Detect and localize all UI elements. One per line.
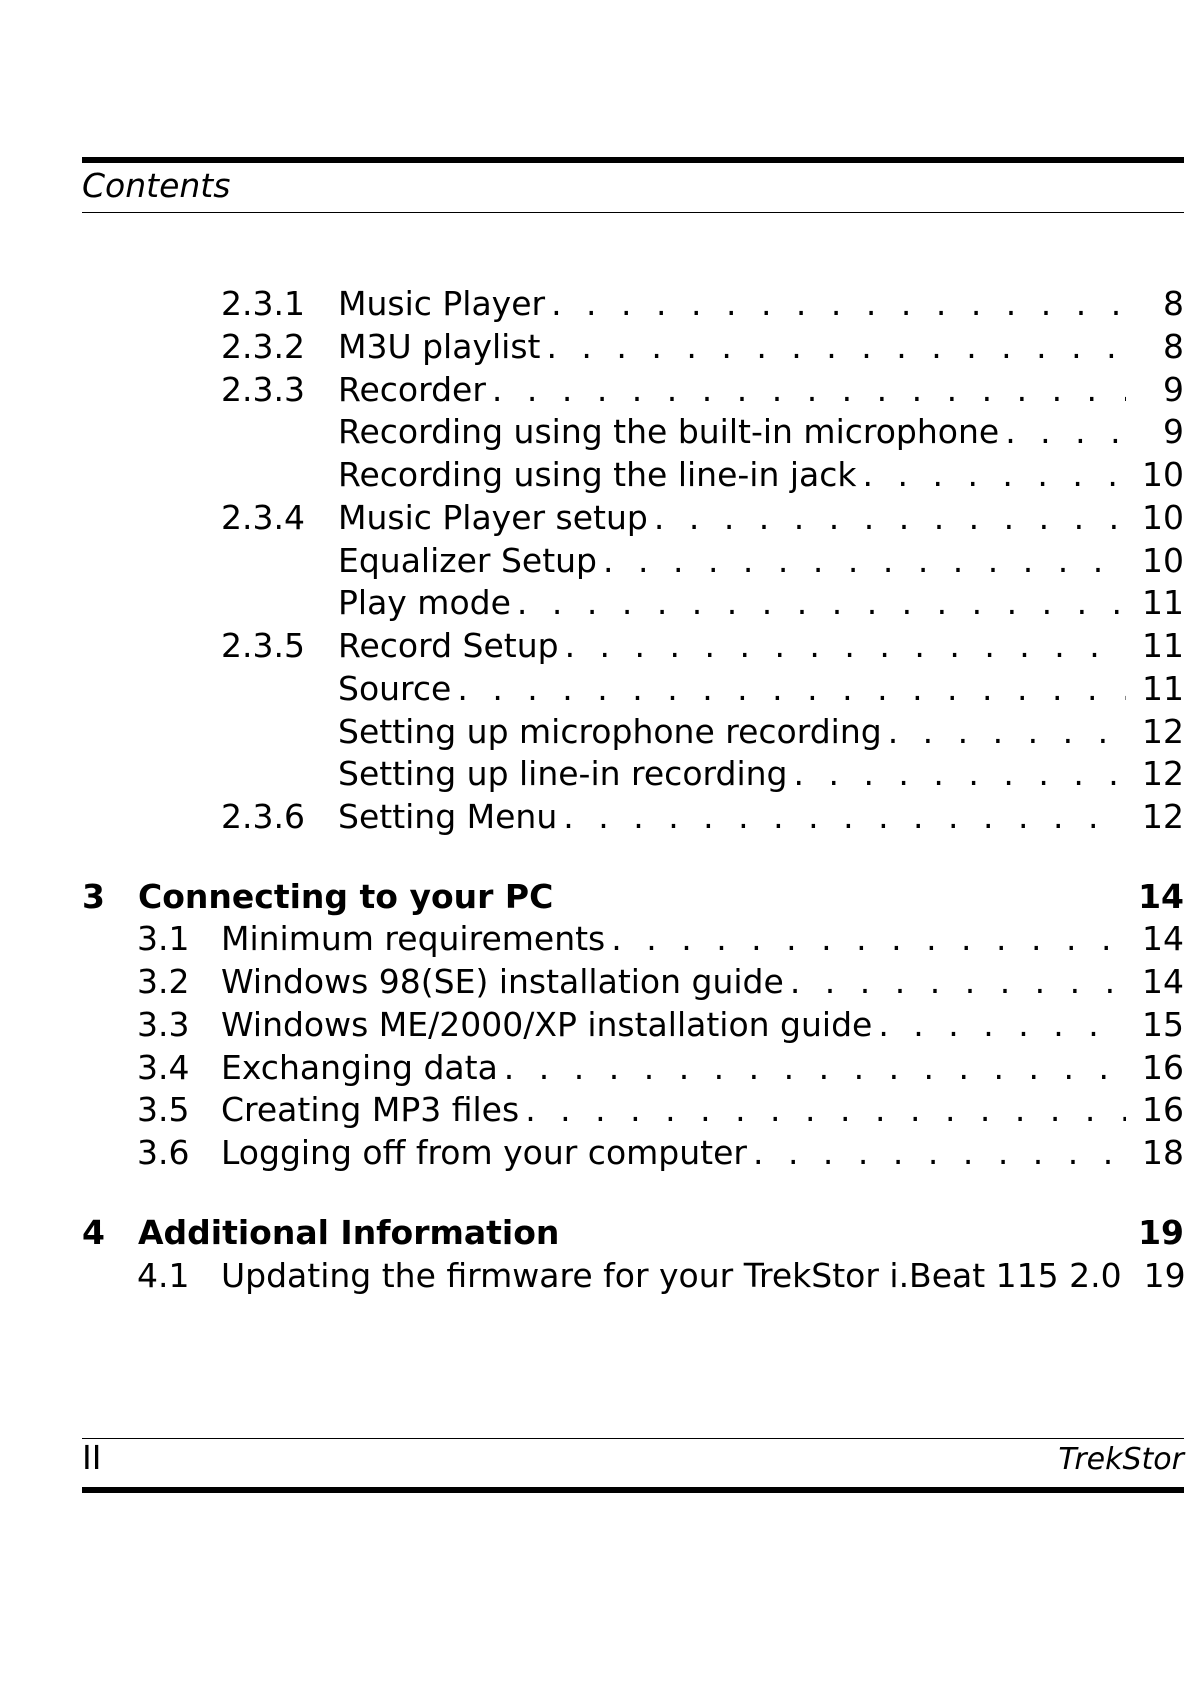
toc-number: 3.3 xyxy=(137,1005,190,1044)
toc-leader xyxy=(1005,412,1126,452)
toc-page: 12 xyxy=(1142,754,1184,793)
toc-number: 2.3.2 xyxy=(221,327,305,366)
toc-chapter-4[interactable] xyxy=(82,1213,1184,1253)
toc-page: 14 xyxy=(1142,919,1184,958)
toc-page: 10 xyxy=(1142,455,1184,494)
toc-entry-2-3-3-b[interactable] xyxy=(338,455,1184,495)
toc-leader xyxy=(504,1048,1126,1088)
footer-rule-thin xyxy=(82,1438,1184,1439)
toc-page: 9 xyxy=(1163,370,1184,409)
toc-title: Recording using the line-in jack xyxy=(338,455,857,494)
toc-leader xyxy=(888,712,1126,752)
toc-entry-3-3[interactable] xyxy=(137,1005,1184,1045)
toc-number: 3.5 xyxy=(137,1090,190,1129)
toc-entry-2-3-5-b[interactable] xyxy=(338,712,1184,752)
toc-title: Exchanging data xyxy=(221,1048,498,1087)
toc-page: 19 xyxy=(1138,1213,1184,1252)
toc-number: 3.2 xyxy=(137,962,190,1001)
toc-entry-2-3-5[interactable] xyxy=(221,626,1184,666)
toc-entry-3-4[interactable] xyxy=(137,1048,1184,1088)
toc-number: 2.3.3 xyxy=(221,370,305,409)
toc-number: 2.3.4 xyxy=(221,498,305,537)
toc-page: 11 xyxy=(1142,626,1184,665)
toc-entry-3-1[interactable] xyxy=(137,919,1184,959)
footer-rule-thick xyxy=(82,1487,1184,1493)
toc-entry-2-3-3[interactable] xyxy=(221,370,1184,410)
toc-page: 10 xyxy=(1142,541,1184,580)
toc-title: Play mode xyxy=(338,583,511,622)
toc-leader xyxy=(525,1090,1126,1130)
toc-leader xyxy=(603,541,1126,581)
toc-page: 8 xyxy=(1163,284,1184,323)
toc-title: Record Setup xyxy=(338,626,559,665)
toc-page: 18 xyxy=(1142,1133,1184,1172)
toc-number: 2.3.1 xyxy=(221,284,305,323)
toc-title: Minimum requirements xyxy=(221,919,606,958)
toc-title: Windows ME/2000/XP installation guide xyxy=(221,1005,873,1044)
footer-brand: TrekStor xyxy=(1058,1442,1184,1477)
toc-leader xyxy=(457,669,1126,709)
toc-entry-2-3-4-b[interactable] xyxy=(338,583,1184,623)
toc-title: Source xyxy=(338,669,452,708)
toc-page: 16 xyxy=(1142,1048,1184,1087)
toc-leader xyxy=(517,583,1126,623)
toc-number: 2.3.5 xyxy=(221,626,305,665)
toc-entry-3-6[interactable] xyxy=(137,1133,1184,1173)
toc-number: 4.1 xyxy=(137,1256,190,1295)
toc-leader xyxy=(790,962,1126,1002)
toc-entry-3-2[interactable] xyxy=(137,962,1184,1002)
toc-entry-2-3-2[interactable] xyxy=(221,327,1184,367)
toc-leader xyxy=(565,626,1126,666)
toc-page: 15 xyxy=(1142,1005,1184,1044)
toc-title: Setting Menu xyxy=(338,797,558,836)
toc-title: Music Player setup xyxy=(338,498,648,537)
toc-title: M3U playlist xyxy=(338,327,541,366)
toc-title: Music Player xyxy=(338,284,546,323)
toc-entry-2-3-1[interactable] xyxy=(221,284,1184,324)
toc-page: 16 xyxy=(1142,1090,1184,1129)
toc-page: 8 xyxy=(1163,327,1184,366)
toc-entry-2-3-6[interactable] xyxy=(221,797,1184,837)
toc-leader xyxy=(546,327,1126,367)
toc-title: Logging off from your computer xyxy=(221,1133,747,1172)
toc-entry-2-3-5-a[interactable] xyxy=(338,669,1184,709)
toc-leader xyxy=(611,919,1126,959)
toc-number: 3 xyxy=(82,877,105,916)
toc-page: 19 xyxy=(1143,1256,1186,1295)
toc-title: Updating the firmware for your TrekStor i.Beat 115 2.0 xyxy=(221,1256,1122,1295)
toc-page: 11 xyxy=(1142,669,1184,708)
toc-title: Creating MP3 files xyxy=(221,1090,520,1129)
toc-chapter-3[interactable] xyxy=(82,877,1184,917)
toc-number: 3.6 xyxy=(137,1133,190,1172)
toc-page: 10 xyxy=(1142,498,1184,537)
toc-leader xyxy=(878,1005,1126,1045)
toc-number: 3.1 xyxy=(137,919,190,958)
page-number: II xyxy=(82,1438,102,1477)
toc-leader xyxy=(753,1133,1126,1173)
toc-entry-2-3-4-a[interactable] xyxy=(338,541,1184,581)
toc-title: Connecting to your PC xyxy=(138,877,554,916)
toc-entry-2-3-4[interactable] xyxy=(221,498,1184,538)
toc-leader xyxy=(654,498,1126,538)
toc-number: 2.3.6 xyxy=(221,797,305,836)
toc-leader xyxy=(563,797,1126,837)
toc-title: Additional Information xyxy=(138,1213,560,1252)
toc-entry-2-3-3-a[interactable] xyxy=(338,412,1184,452)
toc-title: Recorder xyxy=(338,370,486,409)
toc-page: 14 xyxy=(1142,962,1184,1001)
toc-leader xyxy=(793,754,1126,794)
toc-title: Setting up microphone recording xyxy=(338,712,882,751)
toc-page: 12 xyxy=(1142,797,1184,836)
running-head: Contents xyxy=(82,166,231,205)
toc-leader xyxy=(492,370,1126,410)
toc-number: 4 xyxy=(82,1213,105,1252)
toc-leader xyxy=(551,284,1126,324)
toc-page: 11 xyxy=(1142,583,1184,622)
toc-number: 3.4 xyxy=(137,1048,190,1087)
toc-title: Equalizer Setup xyxy=(338,541,598,580)
toc-leader xyxy=(863,455,1127,495)
toc-page: 14 xyxy=(1138,877,1184,916)
toc-title: Recording using the built-in microphone xyxy=(338,412,1000,451)
toc-page: 9 xyxy=(1163,412,1184,451)
toc-entry-3-5[interactable] xyxy=(137,1090,1184,1130)
toc-title: Setting up line-in recording xyxy=(338,754,788,793)
toc-title: Windows 98(SE) installation guide xyxy=(221,962,784,1001)
toc-entry-2-3-5-c[interactable] xyxy=(338,754,1184,794)
toc-entry-4-1[interactable] xyxy=(137,1256,1184,1296)
toc-page: 12 xyxy=(1142,712,1184,751)
